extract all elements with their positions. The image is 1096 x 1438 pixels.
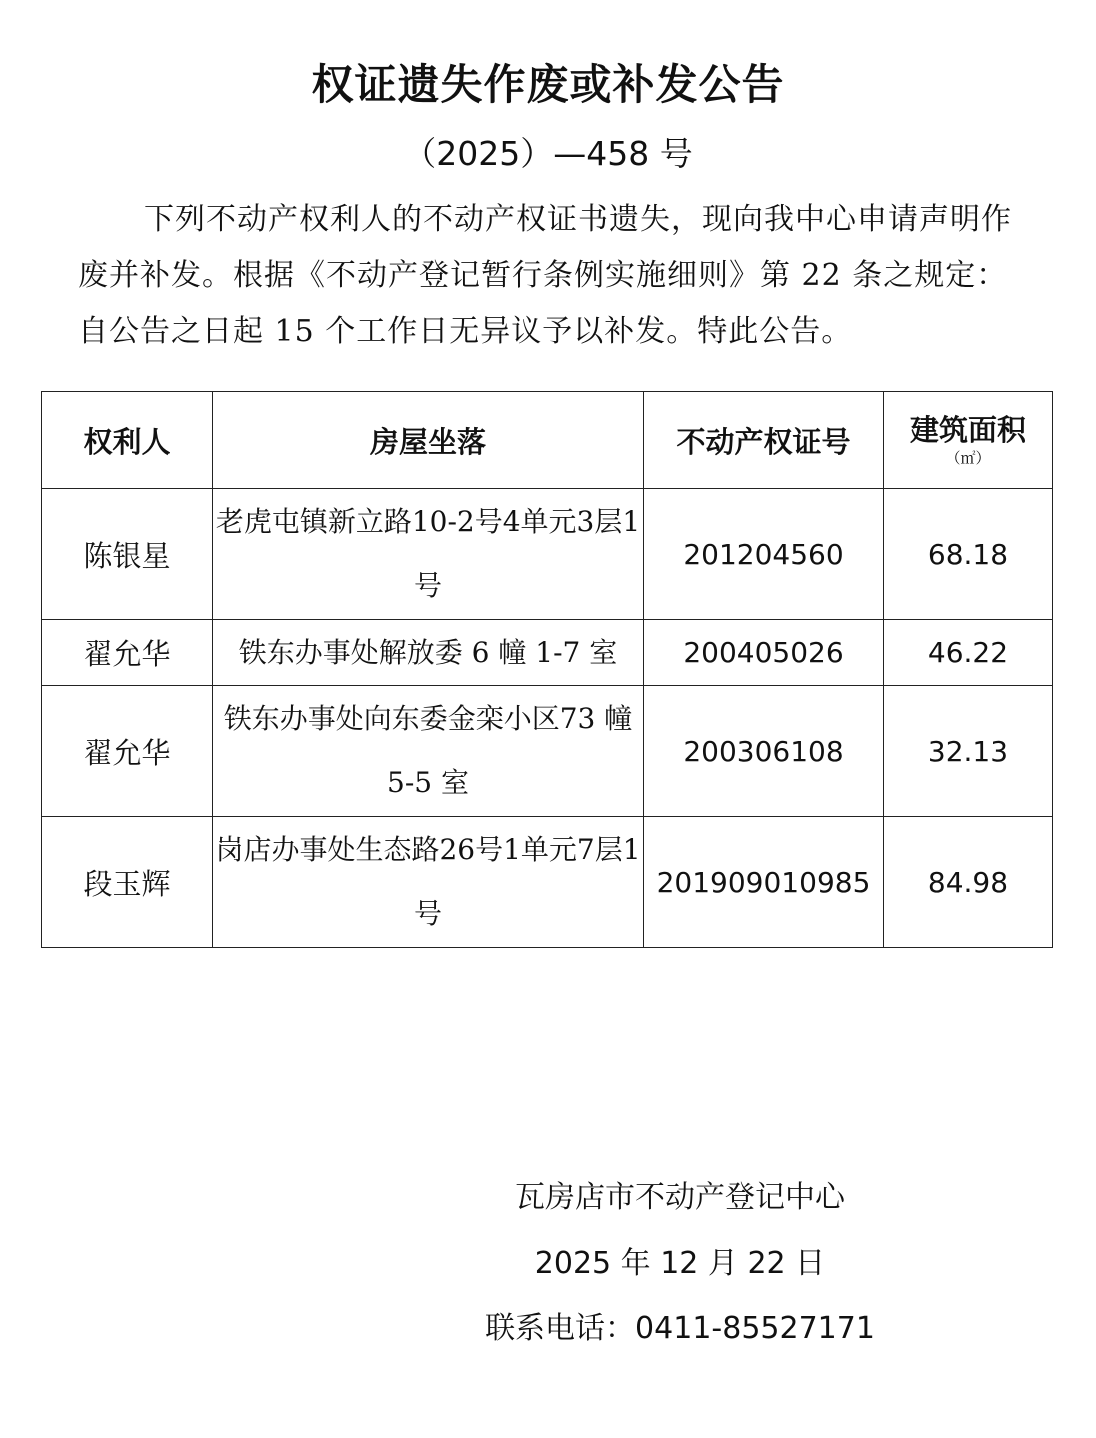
table-row	[42, 620, 1053, 686]
table-header-row	[42, 392, 1053, 489]
header-owner: 权利人	[42, 392, 213, 489]
issue-date: 2025 年 12 月 22 日	[534, 1246, 826, 1281]
address-cell: 岗店办事处生态路26号1单元7层1号	[213, 817, 644, 948]
owner-cell: 翟允华	[42, 620, 213, 686]
header-floor-area-unit: （㎡）	[945, 449, 991, 467]
certificate-number-cell: 200306108	[644, 686, 884, 817]
intro-paragraph: 下列不动产权利人的不动产权证书遗失，现向我中心申请声明作废并补发。根据《不动产登记暂行条例实施细则》第 22 条之规定：自公告之日起 15 个工作日无异议予以补发。特此公告。	[78, 202, 1012, 349]
notice-title: 权证遗失作废或补发公告	[311, 60, 785, 109]
owner-cell: 段玉辉	[42, 817, 213, 948]
table-row	[42, 817, 1053, 948]
certificate-number-cell: 200405026	[644, 620, 884, 686]
floor-area-cell: 46.22	[884, 620, 1053, 686]
document-number: （2025）—458 号	[403, 134, 693, 173]
certificate-number-cell: 201909010985	[644, 817, 884, 948]
owner-cell: 翟允华	[42, 686, 213, 817]
header-floor-area	[884, 392, 1053, 489]
issuing-organization: 瓦房店市不动产登记中心	[515, 1180, 845, 1215]
address-cell: 铁东办事处向东委金栾小区73 幢 5-5 室	[213, 686, 644, 817]
floor-area-cell: 32.13	[884, 686, 1053, 817]
lost-certificate-table	[41, 391, 1053, 948]
certificate-number-cell: 201204560	[644, 489, 884, 620]
header-address: 房屋坐落	[213, 392, 644, 489]
table-row	[42, 686, 1053, 817]
table-row	[42, 489, 1053, 620]
owner-cell: 陈银星	[42, 489, 213, 620]
address-cell: 铁东办事处解放委 6 幢 1-7 室	[213, 620, 644, 686]
header-certificate-number: 不动产权证号	[644, 392, 884, 489]
header-floor-area-label: 建筑面积	[909, 413, 1026, 447]
floor-area-cell: 84.98	[884, 817, 1053, 948]
address-cell: 老虎屯镇新立路10-2号4单元3层1号	[213, 489, 644, 620]
contact-phone: 联系电话：0411-85527171	[485, 1311, 875, 1346]
floor-area-cell: 68.18	[884, 489, 1053, 620]
